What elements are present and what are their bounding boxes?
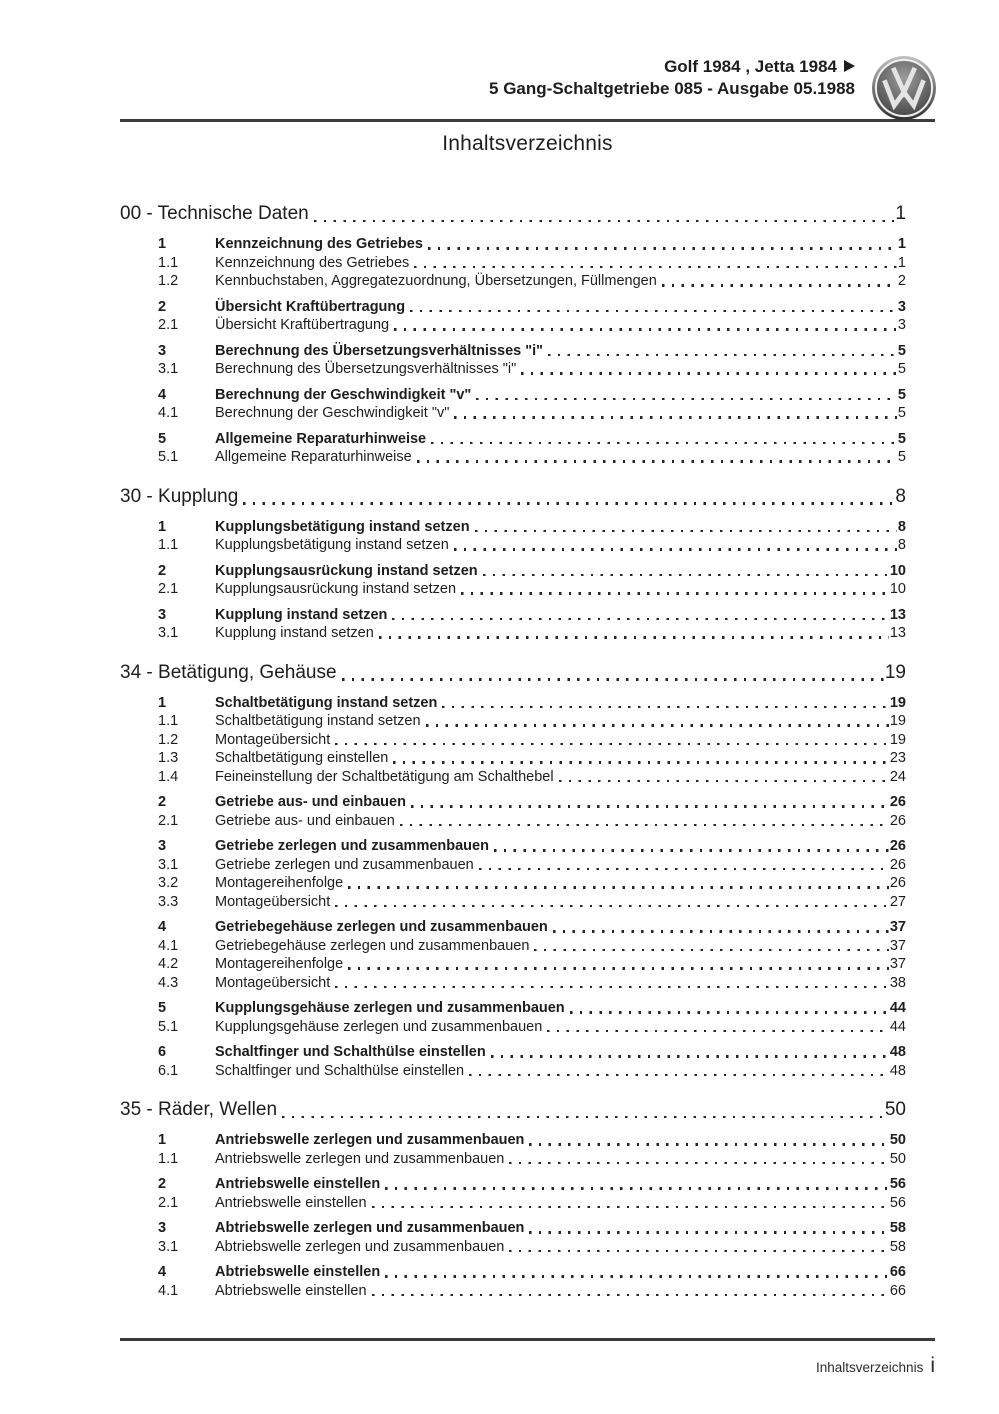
toc-entry-row [120,316,906,335]
dot-leader [521,372,897,374]
dot-leader [410,310,897,312]
toc-chapter-page: 8 [895,485,906,507]
dot-leader [385,1275,889,1277]
toc-entry-number: 3.2 [158,875,179,891]
toc-entry-page: 5 [897,386,906,403]
dot-leader [414,266,897,268]
toc-entry-title: Antriebswelle einstellen [215,1194,367,1211]
dot-leader [392,618,888,620]
header-model-text: Golf 1984 , Jetta 1984 [664,57,837,76]
dot-leader [509,1250,888,1252]
toc-entry-page: 5 [897,361,906,377]
dot-leader [348,967,889,969]
toc-entry-page: 19 [889,713,906,729]
toc-entry-row [120,1150,906,1169]
dot-leader [372,1206,889,1208]
dot-leader [547,1030,889,1032]
toc-entry-number: 3.1 [158,361,179,377]
toc-chapter-row [120,482,906,511]
toc-entry-number: 1.2 [158,731,179,748]
toc-chapter-label: 34 - Betätigung, Gehäuse [120,661,337,683]
toc-entry-number: 3 [158,838,167,854]
toc-entry-page: 58 [889,1220,906,1236]
toc-entry-title: Antriebswelle zerlegen und zusammenbauen [215,1132,525,1148]
toc-entry-title: Kupplungsgehäuse zerlegen und zusammenbauen [215,1018,543,1035]
toc-entry-page: 13 [889,625,906,641]
toc-entry-number: 4.1 [158,937,179,954]
dot-leader [411,805,889,807]
toc-entry-page: 24 [889,768,906,785]
toc-entry-number: 5 [158,430,167,447]
toc-entry-number: 4.1 [158,405,179,421]
toc-entry-row [120,893,906,912]
dot-leader [559,780,889,782]
dot-leader [431,442,897,444]
toc-entry-row [120,812,906,831]
toc-entry-row [120,694,906,713]
toc-entry-title: Montagereihenfolge [215,875,344,891]
toc-entry-number: 1.2 [158,273,179,289]
toc-entry-page: 26 [889,794,906,810]
toc-entry-title: Getriebe aus- und einbauen [215,794,406,810]
toc-entry-page: 3 [897,298,906,315]
dot-leader [483,574,889,576]
toc-entry-row [120,1219,906,1238]
toc-entry-title: Kupplungsbetätigung instand setzen [215,518,470,535]
header-model-line [120,56,855,78]
dot-leader [335,986,889,988]
toc-entry-title: Übersicht Kraftübertragung [215,317,390,333]
toc-entry-row [120,974,906,993]
dot-leader [372,1294,889,1296]
dot-leader [476,398,897,400]
toc-entry-row [120,386,906,405]
toc-entry-page: 8 [897,518,906,535]
toc-entry-row [120,837,906,856]
dot-leader [454,548,897,550]
toc-entry-number: 1.3 [158,750,179,766]
dot-leader [428,247,897,249]
toc-entry-page: 10 [889,581,906,597]
dot-leader [393,761,889,763]
toc-entry-row [120,536,906,555]
toc-entry-row [120,955,906,974]
toc-entry-row [120,606,906,625]
footer-text [120,1354,935,1378]
dot-leader [454,416,897,418]
toc-entry-row [120,360,906,379]
toc-entry-row [120,918,906,937]
toc-chapter-row [120,658,906,687]
toc-entry-page: 26 [889,856,906,873]
toc [120,184,906,1300]
toc-entry-row [120,254,906,273]
toc-entry-title: Schaltfinger und Schalthülse einstellen [215,1062,465,1079]
dot-leader [426,724,889,726]
toc-entry-page: 56 [889,1194,906,1211]
toc-entry-page: 19 [889,731,906,748]
toc-entry-title: Antriebswelle einstellen [215,1176,381,1192]
toc-entry-row [120,999,906,1018]
toc-entry-row [120,793,906,812]
dot-leader [570,1011,889,1013]
toc-entry-page: 58 [889,1238,906,1255]
toc-entry-row [120,1175,906,1194]
toc-entry-title: Berechnung der Geschwindigkeit "v" [215,405,450,421]
toc-entry-number: 2.1 [158,812,179,829]
header-text [120,56,935,100]
toc-entry-title: Allgemeine Reparaturhinweise [215,430,427,447]
dot-leader [469,1074,889,1076]
toc-entry-number: 1.1 [158,254,179,271]
toc-entry-page: 10 [889,562,906,579]
footer-label: Inhaltsverzeichnis [816,1360,924,1375]
toc-entry-number: 4.3 [158,974,179,991]
page-header [120,56,935,100]
toc-entry-number: 3 [158,606,167,623]
toc-entry-number: 2 [158,1176,167,1192]
toc-entry-title: Allgemeine Reparaturhinweise [215,449,412,465]
toc-entry-page: 38 [889,974,906,991]
toc-entry-title: Kennzeichnung des Getriebes [215,254,410,271]
toc-entry-page: 1 [897,236,906,252]
toc-entry-number: 5.1 [158,1018,179,1035]
toc-entry-page: 13 [889,606,906,623]
toc-entry-row [120,298,906,317]
dot-leader [400,824,889,826]
toc-entry-page: 5 [897,405,906,421]
toc-entry-number: 3.1 [158,1238,179,1255]
toc-entry-page: 44 [889,1000,906,1016]
toc-entry-number: 3.1 [158,856,179,873]
toc-entry-number: 5 [158,1000,167,1016]
toc-entry-page: 19 [889,694,906,711]
dot-leader [442,706,889,708]
toc-entry-page: 23 [889,750,906,766]
toc-entry-title: Abtriebswelle zerlegen und zusammenbauen [215,1238,505,1255]
toc-entry-number: 4 [158,386,167,403]
toc-entry-title: Kupplung instand setzen [215,606,388,623]
toc-entry-number: 6.1 [158,1062,179,1079]
dot-leader [662,284,897,286]
toc-entry-page: 3 [897,317,906,333]
toc-entry-title: Getriebegehäuse zerlegen und zusammenbauen [215,937,530,954]
continuation-arrow-icon [844,60,855,72]
dot-leader [243,502,894,504]
toc-entry-number: 1.1 [158,537,179,553]
dot-leader [385,1187,889,1189]
toc-entry-number: 3.3 [158,893,179,910]
toc-entry-row [120,1018,906,1037]
dot-leader [282,1116,884,1118]
toc-entry-row [120,937,906,956]
toc-entry-page: 37 [889,937,906,954]
vw-logo-icon [871,55,937,121]
dot-leader [394,328,897,330]
toc-entry-number: 3 [158,342,167,359]
page-title: Inhaltsverzeichnis [442,132,613,155]
dot-leader [534,949,888,951]
toc-entry-page: 37 [889,956,906,972]
toc-entry-title: Getriebegehäuse zerlegen und zusammenbauen [215,919,548,935]
toc-entry-title: Abtriebswelle einstellen [215,1282,367,1299]
toc-entry-number: 2 [158,562,167,579]
toc-entry-page: 37 [889,919,906,935]
toc-entry-row [120,404,906,423]
toc-entry-title: Berechnung der Geschwindigkeit "v" [215,386,472,403]
toc-entry-title: Abtriebswelle zerlegen und zusammenbauen [215,1220,525,1236]
toc-entry-page: 26 [889,838,906,854]
dot-leader [342,678,884,680]
toc-entry-page: 1 [897,254,906,271]
toc-entry-title: Getriebe zerlegen und zusammenbauen [215,838,489,854]
toc-entry-row [120,580,906,599]
toc-entry-page: 48 [889,1044,906,1060]
toc-entry-title: Montageübersicht [215,893,331,910]
toc-entry-title: Schaltbetätigung instand setzen [215,713,421,729]
dot-leader [509,1162,888,1164]
toc-chapter-label: 35 - Räder, Wellen [120,1099,278,1120]
toc-entry-row [120,235,906,254]
dot-leader [529,1231,888,1233]
toc-entry-number: 1.1 [158,713,179,729]
footer-page-marker: i [930,1354,935,1377]
toc-entry-page: 8 [897,537,906,553]
toc-entry-page: 50 [889,1150,906,1167]
toc-entry-page: 48 [889,1062,906,1079]
toc-entry-page: 2 [897,273,906,289]
toc-entry-number: 5.1 [158,449,179,465]
dot-leader [461,592,889,594]
toc-entry-row [120,1131,906,1150]
toc-entry-number: 2 [158,298,167,315]
toc-entry-number: 1.1 [158,1150,179,1167]
toc-entry-number: 3 [158,1220,167,1236]
toc-chapter-label: 00 - Technische Daten [120,203,309,224]
toc-chapter-page: 19 [884,661,906,683]
toc-entry-number: 2.1 [158,1194,179,1211]
toc-entry-page: 66 [889,1282,906,1299]
toc-entry-row [120,518,906,537]
toc-entry-page: 5 [897,430,906,447]
dot-leader [491,1055,889,1057]
dot-leader [475,530,897,532]
toc-entry-row [120,562,906,581]
toc-chapter-page: 1 [895,203,906,224]
dot-leader [494,849,889,851]
toc-entry-title: Kupplungsausrückung instand setzen [215,581,457,597]
toc-entry-title: Schaltbetätigung einstellen [215,750,389,766]
toc-entry-page: 26 [889,812,906,829]
toc-entry-title: Kennzeichnung des Getriebes [215,236,423,252]
toc-entry-row [120,1194,906,1213]
toc-entry-title: Kupplungsausrückung instand setzen [215,562,478,579]
toc-entry-row [120,1282,906,1301]
dot-leader [548,354,897,356]
toc-entry-page: 56 [889,1176,906,1192]
toc-entry-row [120,342,906,361]
toc-entry-number: 4.2 [158,956,179,972]
toc-entry-title: Antriebswelle zerlegen und zusammenbauen [215,1150,505,1167]
dot-leader [335,743,889,745]
toc-entry-title: Kupplungsgehäuse zerlegen und zusammenbauen [215,1000,565,1016]
toc-entry-title: Kupplungsbetätigung instand setzen [215,537,449,553]
toc-chapter-row [120,1095,906,1124]
header-rule [120,119,935,122]
toc-entry-row [120,430,906,449]
toc-entry-row [120,1062,906,1081]
toc-entry-number: 2.1 [158,317,179,333]
toc-entry-number: 1 [158,236,167,252]
page-footer [120,1338,935,1378]
dot-leader [529,1143,888,1145]
toc-entry-number: 4 [158,919,167,935]
toc-entry-page: 5 [897,342,906,359]
toc-entry-title: Abtriebswelle einstellen [215,1264,381,1280]
toc-entry-row [120,749,906,768]
toc-entry-row [120,1043,906,1062]
toc-entry-title: Schaltfinger und Schalthülse einstellen [215,1044,486,1060]
toc-entry-row [120,856,906,875]
toc-entry-row [120,874,906,893]
toc-entry-number: 2.1 [158,581,179,597]
toc-entry-row [120,712,906,731]
toc-entry-row [120,1263,906,1282]
toc-entry-page: 66 [889,1264,906,1280]
toc-entry-number: 1 [158,1132,167,1148]
toc-entry-title: Getriebe zerlegen und zusammenbauen [215,856,474,873]
toc-entry-title: Feineinstellung der Schaltbetätigung am Schalthebel [215,768,554,785]
toc-entry-title: Kupplung instand setzen [215,625,374,641]
toc-entry-page: 44 [889,1018,906,1035]
toc-entry-title: Berechnung des Übersetzungsverhältnisses "i" [215,342,544,359]
toc-entry-number: 1 [158,694,167,711]
toc-chapter-label: 30 - Kupplung [120,485,239,507]
toc-entry-number: 2 [158,794,167,810]
toc-entry-row [120,768,906,787]
toc-entry-number: 6 [158,1044,167,1060]
toc-entry-page: 50 [889,1132,906,1148]
toc-entry-number: 1.4 [158,768,179,785]
toc-entry-row [120,731,906,750]
toc-entry-title: Kennbuchstaben, Aggregatezuordnung, Übersetzungen, Füllmengen [215,273,657,289]
dot-leader [335,905,889,907]
toc-entry-number: 4.1 [158,1282,179,1299]
toc-entry-page: 26 [889,875,906,891]
toc-entry-row [120,624,906,643]
header-subtitle-line: 5 Gang-Schaltgetriebe 085 - Ausgabe 05.1988 [489,79,855,98]
toc-chapter-page: 50 [884,1099,906,1120]
toc-entry-title: Montageübersicht [215,974,331,991]
dot-leader [417,460,897,462]
dot-leader [553,930,889,932]
toc-entry-title: Montageübersicht [215,731,331,748]
dot-leader [314,220,895,222]
toc-chapter-row [120,199,906,228]
dot-leader [348,886,889,888]
dot-leader [479,868,889,870]
toc-entry-row [120,1238,906,1257]
toc-entry-number: 4 [158,1264,167,1280]
toc-entry-page: 27 [889,893,906,910]
toc-entry-number: 3.1 [158,625,179,641]
toc-entry-title: Übersicht Kraftübertragung [215,298,406,315]
toc-entry-title: Berechnung des Übersetzungsverhältnisses "i" [215,361,517,377]
toc-entry-title: Schaltbetätigung instand setzen [215,694,438,711]
toc-entry-row [120,272,906,291]
toc-entry-number: 1 [158,518,167,535]
toc-entry-title: Montagereihenfolge [215,956,344,972]
toc-entry-row [120,448,906,467]
toc-entry-page: 5 [897,449,906,465]
dot-leader [379,636,889,638]
toc-entry-title: Getriebe aus- und einbauen [215,812,395,829]
